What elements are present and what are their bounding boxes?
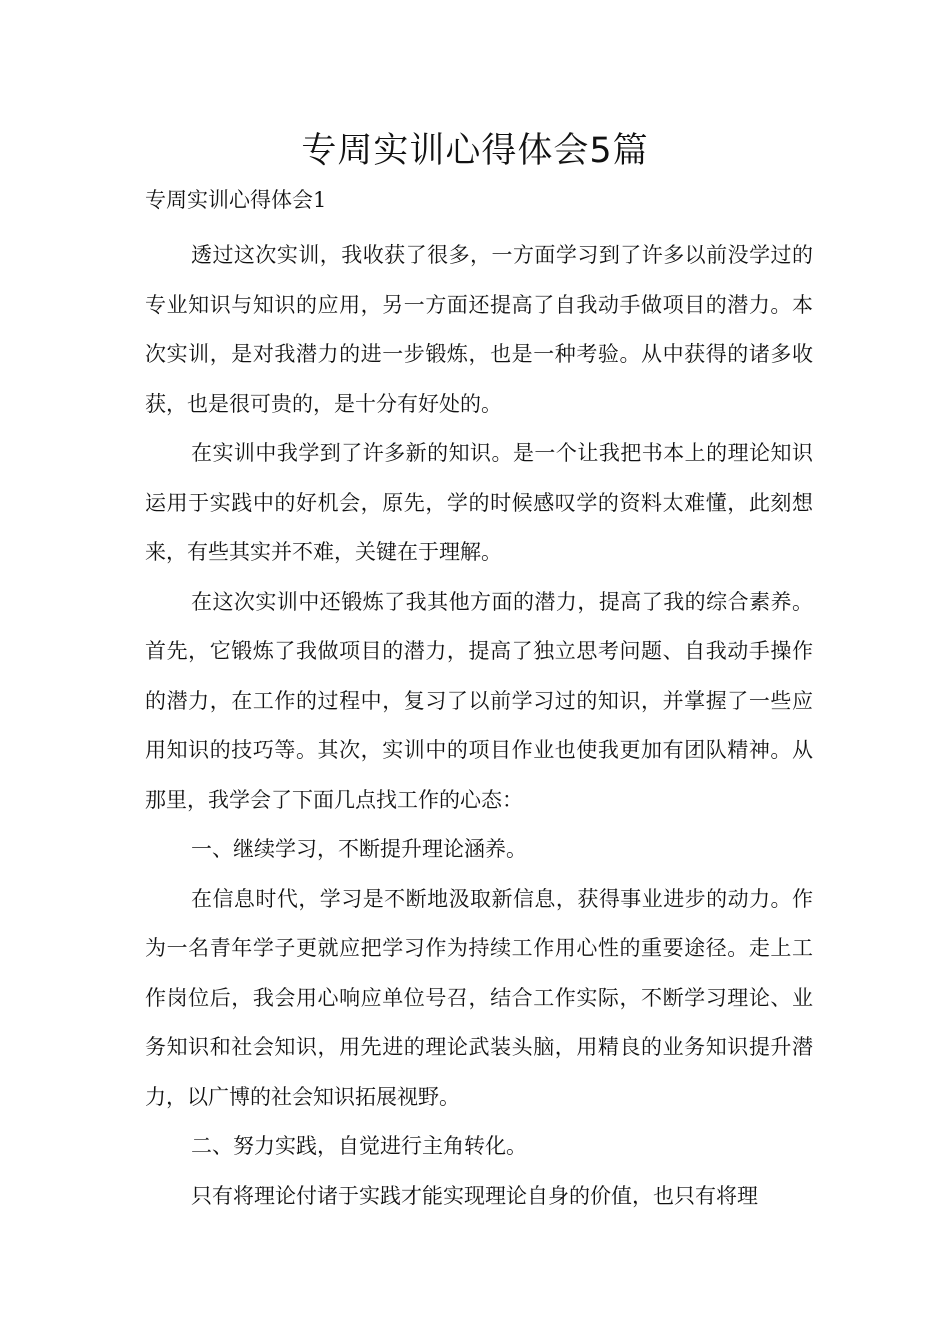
paragraph: 只有将理论付诸于实践才能实现理论自身的价值，也只有将理 xyxy=(191,1183,758,1208)
list-heading: 一、继续学习，不断提升理论涵养。 xyxy=(191,837,527,861)
paragraph: 在实训中我学到了许多新的知识。是一个让我把书本上的理论知识运用于实践中的好机会，原先，学的时候感叹学的资料太难懂，此刻想来，有些其实并不难，关键在于理解。 xyxy=(145,441,813,564)
document-title: 专周实训心得体会5篇 xyxy=(301,131,649,171)
list-heading: 二、努力实践，自觉进行主角转化。 xyxy=(191,1134,527,1158)
section-heading: 专周实训心得体会1 xyxy=(145,188,327,212)
paragraph: 透过这次实训，我收获了很多，一方面学习到了许多以前没学过的专业知识与知识的应用，另一方面还提高了自我动手做项目的潜力。本次实训，是对我潜力的进一步锻炼，也是一种考验。从中获得的诸多收获，也是很可贵的，是十分有好处的。 xyxy=(145,243,813,416)
paragraph: 在信息时代，学习是不断地汲取新信息，获得事业进步的动力。作为一名青年学子更就应把学习作为持续工作用心性的重要途径。走上工作岗位后，我会用心响应单位号召，结合工作实际，不断学习理论、业务知识和社会知识，用先进的理论武装头脑，用精良的业务知识提升潜力，以广博的社会知识拓展视野。 xyxy=(145,886,813,1109)
paragraph: 在这次实训中还锻炼了我其他方面的潜力，提高了我的综合素养。首先，它锻炼了我做项目的潜力，提高了独立思考问题、自我动手操作的潜力，在工作的过程中，复习了以前学习过的知识，并掌握了一些应用知识的技巧等。其次，实训中的项目作业也使我更加有团队精神。从那里，我学会了下面几点找工作的心态： xyxy=(145,589,813,812)
document-body xyxy=(145,231,813,1221)
